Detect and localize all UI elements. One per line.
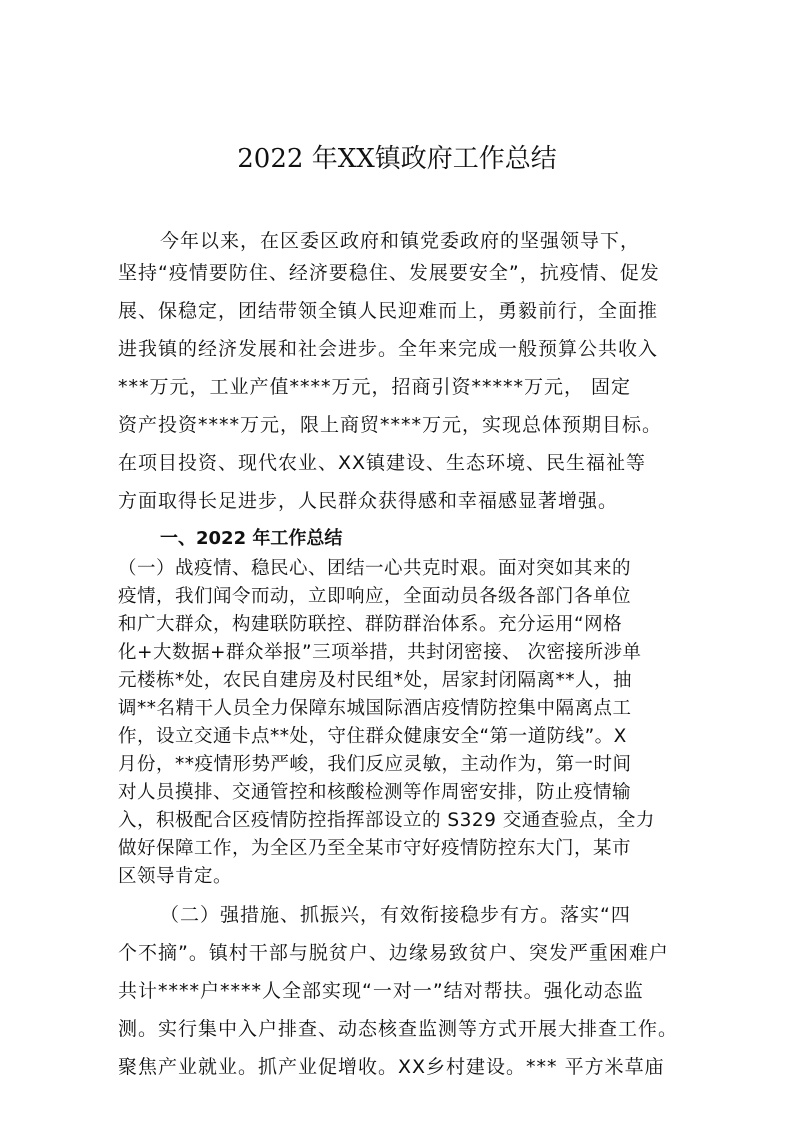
section1-line-6: 调**名精干人员全力保障东城国际酒店疫情防控集中隔离点工 bbox=[118, 698, 632, 719]
intro-line-7: 在项目投资、现代农业、XX镇建设、生态环境、民生福祉等 bbox=[118, 452, 647, 474]
section1-line-1: （一）战疫情、稳民心、团结一心共克时艰。面对突如其来的 bbox=[118, 558, 632, 579]
intro-line-1: 今年以来，在区委区政府和镇党委政府的坚强领导下， bbox=[160, 230, 641, 252]
section2-line-4: 测。实行集中入户排查、动态核查监测等方式开展大排查工作。 bbox=[118, 1018, 679, 1040]
intro-line-6: 资产投资****万元，限上商贸****万元，实现总体预期目标。 bbox=[118, 414, 663, 436]
section1-line-3: 和广大群众，构建联防联控、群防群治体系。充分运用“网格 bbox=[118, 614, 623, 635]
document-title: 2022 年XX镇政府工作总结 bbox=[237, 144, 557, 174]
section1-line-7: 作，设立交通卡点**处，守住群众健康安全“第一道防线”。X bbox=[118, 726, 627, 747]
section2-line-3: 共计****户****人全部实现“一对一”结对帮扶。强化动态监 bbox=[118, 980, 644, 1002]
section1-line-9: 对人员摸排、交通管控和核酸检测等作周密安排，防止疫情输 bbox=[118, 782, 632, 803]
section2-line-5: 聚焦产业就业。抓产业促增收。XX乡村建设。*** 平方米草庙 bbox=[118, 1056, 665, 1078]
section1-line-8: 月份，**疫情形势严峻，我们反应灵敏，主动作为，第一时间 bbox=[118, 754, 632, 775]
section2-line-1: （二）强措施、抓振兴，有效衔接稳步有方。落实“四 bbox=[160, 904, 631, 926]
intro-line-5: ***万元，工业产值****万元，招商引资*****万元， 固定 bbox=[118, 376, 632, 398]
section1-line-2: 疫情，我们闻令而动，立即响应，全面动员各级各部门各单位 bbox=[118, 586, 632, 607]
section1-line-5: 元楼栋*处，农民自建房及村民组*处，居家封闭隔离**人，抽 bbox=[118, 670, 633, 691]
intro-line-4: 进我镇的经济发展和社会进步。全年来完成一般预算公共收入 bbox=[118, 338, 659, 360]
section1-line-11: 做好保障工作，为全区乃至全某市守好疫情防控东大门，某市 bbox=[118, 838, 632, 859]
intro-line-2: 坚持“疫情要防住、经济要稳住、发展要安全”，抗疫情、促发 bbox=[118, 262, 660, 284]
intro-line-8: 方面取得长足进步，人民群众获得感和幸福感显著增强。 bbox=[118, 490, 619, 512]
section1-line-12: 区领导肯定。 bbox=[118, 866, 233, 887]
section1-line-4: 化+大数据+群众举报”三项举措，共封闭密接、 次密接所涉单 bbox=[118, 642, 642, 663]
section1-line-10: 入，积极配合区疫情防控指挥部设立的 S329 交通查验点，全力 bbox=[118, 810, 655, 831]
intro-line-3: 展、保稳定，团结带领全镇人民迎难而上，勇毅前行，全面推 bbox=[118, 300, 659, 322]
section-heading: 一、2022 年工作总结 bbox=[160, 528, 343, 549]
section2-line-2: 个不摘”。镇村干部与脱贫户、边缘易致贫户、突发严重困难户 bbox=[118, 942, 669, 964]
